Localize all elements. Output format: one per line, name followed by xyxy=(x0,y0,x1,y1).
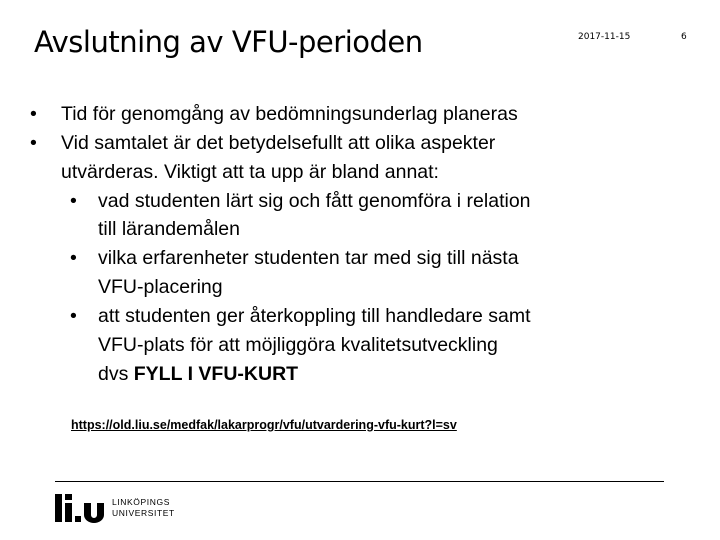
fill-in-instruction xyxy=(98,360,298,389)
sub-bullet-1-line-2: till lärandemålen xyxy=(98,218,240,240)
sub-bullet-1-line-1: vad studenten lärt sig och fått genomföra i relation xyxy=(98,190,531,212)
vfu-kurt-link[interactable]: https://old.liu.se/medfak/lakarprogr/vfu/utvardering-vfu-kurt?l=sv xyxy=(71,418,457,432)
liu-logo-text-line-1: LINKÖPINGS xyxy=(112,497,170,507)
bullet-2-line-1: Vid samtalet är det betydelsefullt att olika aspekter xyxy=(61,132,496,154)
page-number: 6 xyxy=(681,32,687,42)
slide-date: 2017-11-15 xyxy=(578,32,631,42)
bullet-2-line-2: utvärderas. Viktigt att ta upp är bland annat: xyxy=(61,161,439,183)
liu-logo-text-line-2: UNIVERSITET xyxy=(112,508,175,518)
sub-bullet-2-marker: • xyxy=(70,247,77,269)
liu-logo-text xyxy=(112,497,175,519)
liu-logo-mark-icon xyxy=(55,492,107,524)
bullet-2-marker: • xyxy=(30,132,37,154)
sub-bullet-2-line-1: vilka erfarenheter studenten tar med sig till nästa xyxy=(98,247,519,269)
sub-bullet-3-marker: • xyxy=(70,305,77,327)
bullet-1-marker: • xyxy=(30,103,37,125)
fill-in-prefix: dvs xyxy=(98,363,134,385)
fill-in-emphasis: FYLL I VFU-KURT xyxy=(133,363,299,385)
sub-bullet-3-line-2: VFU-plats för att möjliggöra kvalitetsutveckling xyxy=(98,334,498,356)
footer-divider xyxy=(55,481,664,482)
sub-bullet-1-marker: • xyxy=(70,190,77,212)
liu-logo xyxy=(55,492,185,524)
bullet-1-text: Tid för genomgång av bedömningsunderlag planeras xyxy=(61,103,518,125)
slide-title: Avslutning av VFU-perioden xyxy=(34,25,423,59)
sub-bullet-3-line-1: att studenten ger återkoppling till handledare samt xyxy=(98,305,531,327)
sub-bullet-2-line-2: VFU-placering xyxy=(98,276,223,298)
